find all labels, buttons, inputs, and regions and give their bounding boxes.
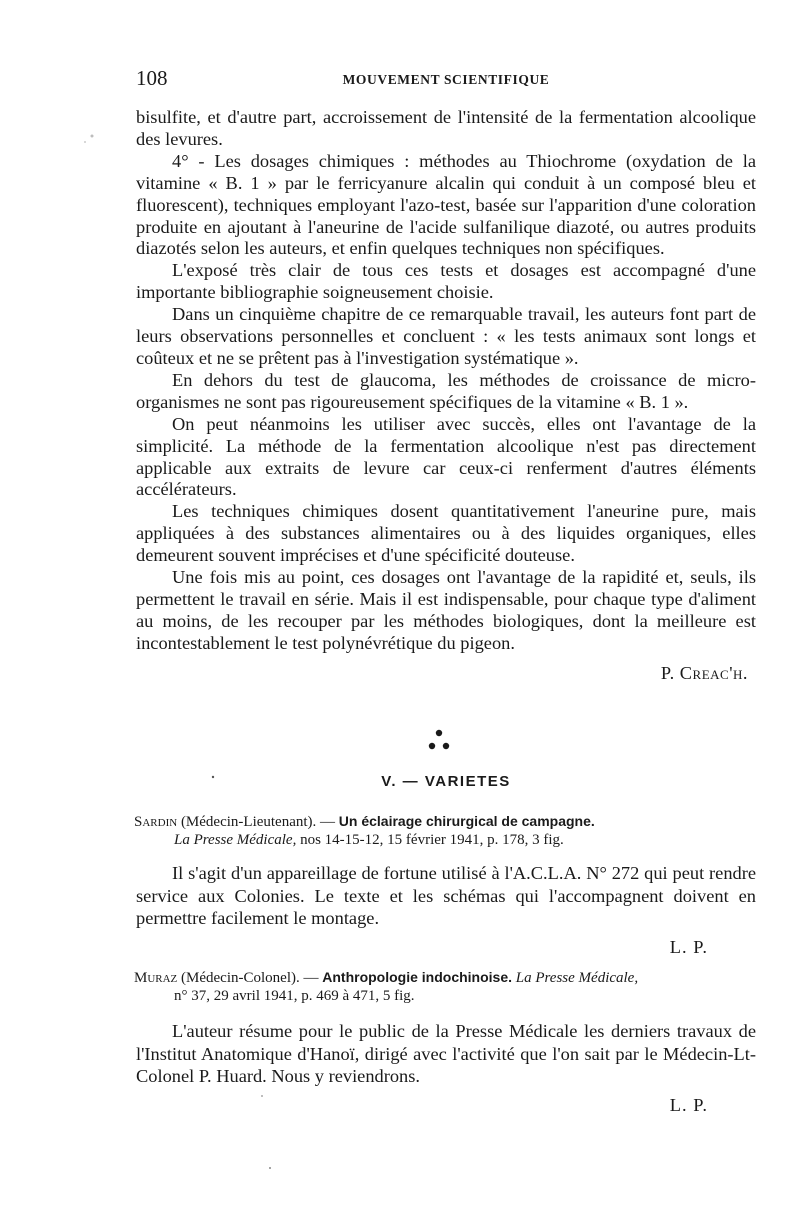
author-signature: P. Creac'h. [660, 662, 748, 683]
article-body [136, 107, 756, 685]
reference-role: (Médecin-Colonel). [181, 970, 300, 986]
paragraph: bisulfite, et d'autre part, accroissement de l'intensité de la fermentation alcoolique des levures. [136, 107, 756, 149]
reference-journal: La Presse Médicale, [174, 832, 297, 848]
reference-dash: — [303, 970, 319, 986]
reference-citation: n° 37, 29 avril 1941, p. 469 à 471, 5 fig. [174, 988, 415, 1004]
review-signature: L. P. [669, 1094, 708, 1115]
reference-journal: La Presse Médicale, [515, 970, 639, 986]
paragraph: Les techniques chimiques dosent quantitativement l'aneurine pure, mais appliquées à des substances alimentaires ou à des liquides organiques, elles demeurent souvent imprécises et d'une spécificité douteuse. [136, 501, 756, 566]
review-text: L'auteur résume pour le public de la Presse Médicale les derniers travaux de l'Institut Anatomique d'Hanoï, dirigé avec l'activité que l'on sait par le Médecin-Lt-Colonel P. Huard. Nous y reviendrons. [136, 1021, 756, 1086]
paragraph: On peut néanmoins les utiliser avec succès, elles ont l'avantage de la simplicité. La méthode de la fermentation alcoolique n'est pas directement applicable aux extraits de levure car ceux-ci renferment d'autres éléments accélérateurs. [136, 413, 756, 500]
paragraph: 4° - Les dosages chimiques : méthodes au Thiochrome (oxydation de la vitamine « B. 1 » par le ferricyanure alcalin qui conduit à un composé bleu et fluorescent), techniques employant l'azo-test, basée sur l'apparition d'une coloration produite en ajoutant à l'aneurine de l'acide sulfanilique diazoté, ou autres produits diazotés selon les auteurs, et enfin quelques techniques non spécifiques. [136, 150, 756, 259]
reference-title: Anthropologie indochinoise. [322, 969, 513, 985]
reference-author: Muraz [134, 970, 178, 986]
page-header [136, 66, 756, 96]
reference-citation: nos 14-15-12, 15 février 1941, p. 178, 3 fig. [300, 832, 564, 848]
review-note [136, 862, 756, 958]
section-title: V. — VARIETES [381, 773, 511, 790]
paragraph: L'exposé très clair de tous ces tests et dosages est accompagné d'une importante bibliographie soigneusement choisie. [136, 260, 756, 303]
asterism-ornament [426, 728, 452, 754]
paragraph: Dans un cinquième chapitre de ce remarquable travail, les auteurs font part de leurs observations personnelles et concluent : « les tests animaux sont longs et coûteux et ne se prêtent pas à l'investigation systématique ». [136, 304, 756, 368]
review-text: Il s'agit d'un appareillage de fortune utilisé à l'A.C.L.A. N° 272 qui peut rendre service aux Colonies. Le texte et les schémas qui l'accompagnent doivent en permettre facilement le montage. [136, 863, 756, 928]
page-number: 108 [136, 66, 168, 90]
reference-author: Sardin [134, 814, 178, 830]
running-head: MOUVEMENT SCIENTIFIQUE [342, 72, 550, 87]
paragraph: En dehors du test de glaucoma, les méthodes de croissance de micro-organismes ne sont pas rigoureusement spécifiques de la vitamine « B. 1 ». [136, 369, 756, 412]
reference-entry [134, 812, 756, 849]
reference-title: Un éclairage chirurgical de campagne. [338, 813, 595, 829]
paragraph: Une fois mis au point, ces dosages ont l'avantage de la rapidité et, seuls, ils permettent le travail en série. Mais il est indispensable, pour chaque type d'aliment au moins, de les recouper par les méthodes biologiques, dont la meilleure est incontestablement le test polynévrétique du pigeon. [136, 567, 756, 653]
reference-role: (Médecin-Lieutenant). [180, 814, 317, 830]
reference-entry [134, 968, 756, 1005]
review-note [136, 1020, 756, 1116]
review-signature: L. P. [669, 936, 708, 957]
reference-dash: — [320, 814, 336, 830]
